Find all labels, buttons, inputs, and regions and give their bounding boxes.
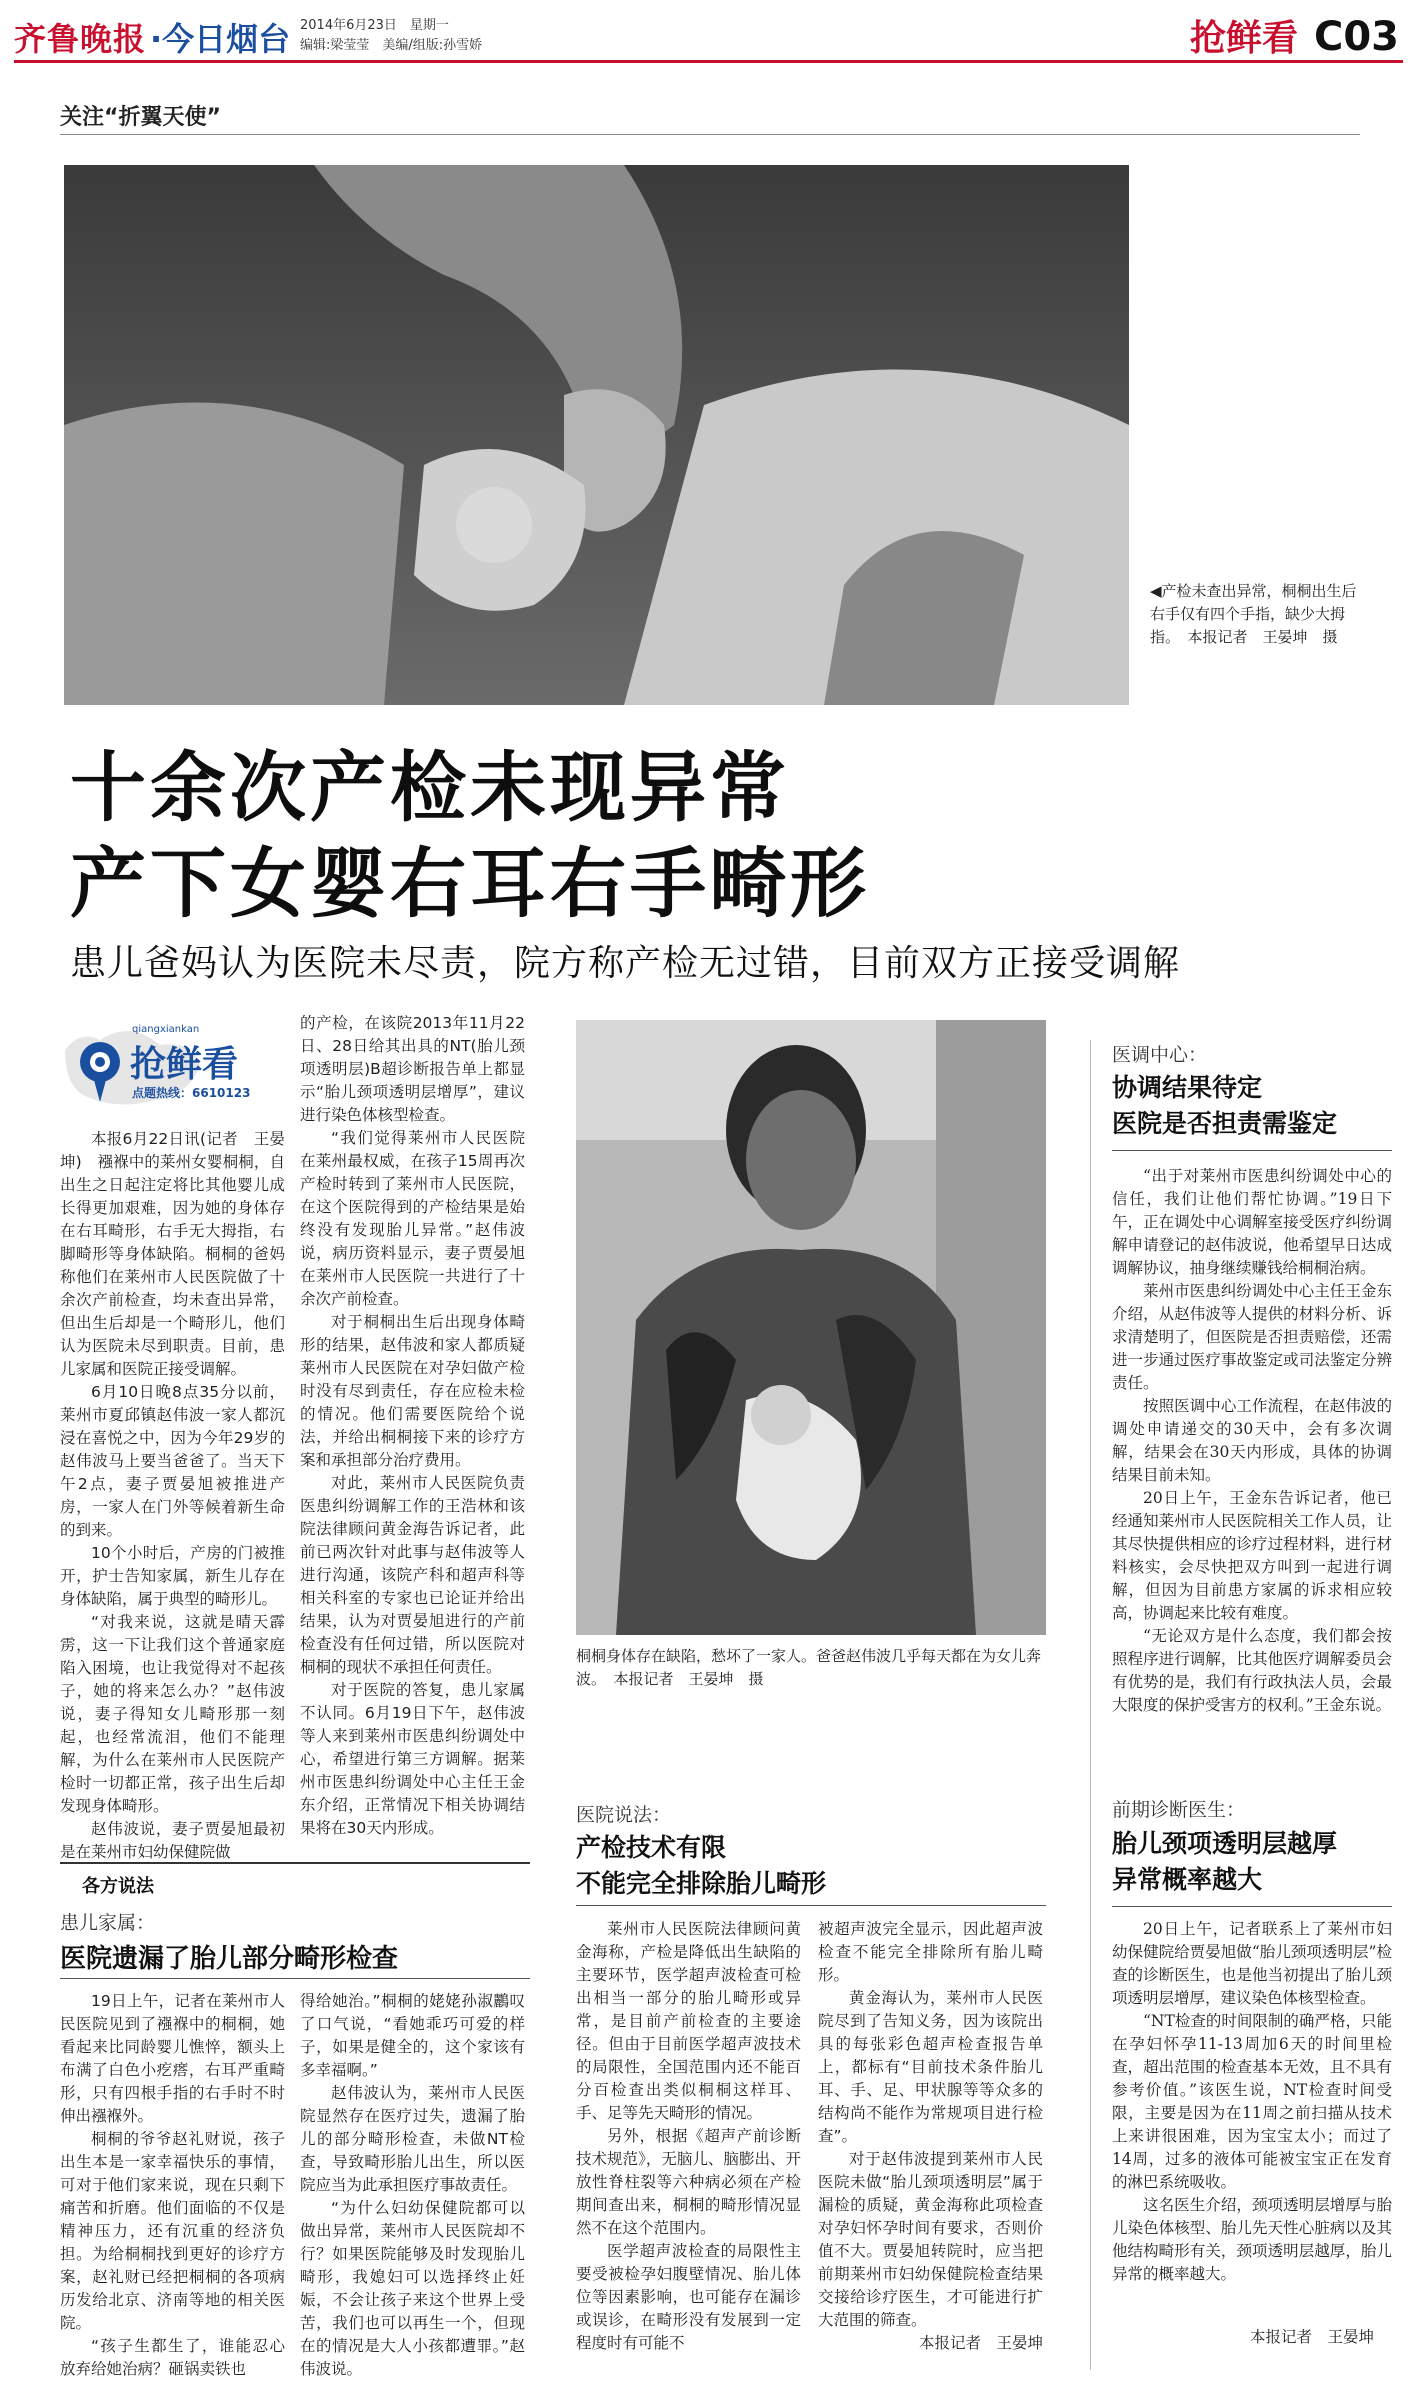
section-title: ·今日烟台 <box>150 20 291 58</box>
paragraph: “为什么妇幼保健院都可以做出异常，莱州市人民医院却不行？如果医院能够及时发现胎儿畸形，我媳妇可以选择终止妊娠，不会让孩子来这个世界上受苦，我们也可以再生一个，但现在的情况是大人小孩都遭罪。”赵伟波说。 <box>300 2199 525 2378</box>
section-bar <box>60 1862 530 1864</box>
sidebar-title-doctor <box>1112 1826 1392 1898</box>
hero-photo <box>64 165 1129 705</box>
paragraph: 对此，莱州市人民医院负责医患纠纷调解工作的王浩林和该院法律顾问黄金海告诉记者，此前已两次针对此事与赵伟波等人进行沟通，该院产科和超声科等相关科室的专家也已论证并给出结果，认为对贾晏旭进行的产前检查没有任何过错，所以医院对桐桐的现状不承担任何责任。 <box>300 1474 525 1676</box>
headline-line-1: 十余次产检未现异常 <box>70 743 790 832</box>
paragraph: 19日上午，记者在莱州市人民医院见到了襁褓中的桐桐，她看起来比同龄婴儿憔悴，额头上布满了白色小疙瘩，右耳严重畸形，只有四根手指的右手时不时伸出襁褓外。 <box>60 1992 285 2125</box>
sidebar-title-line: 胎儿颈项透明层越厚 <box>1112 1829 1338 1858</box>
section-label-views: 各方说法 <box>82 1876 154 1897</box>
hospital-column-a <box>576 1918 801 2355</box>
paragraph: 莱州市医患纠纷调处中心主任王金东介绍，从赵伟波等人提供的材料分析、诉求清楚明了，但医院是否担责赔偿，还需进一步通过医疗事故鉴定或司法鉴定分辨责任。 <box>1112 1282 1392 1392</box>
article-column-2 <box>300 1012 525 1840</box>
headline-line-2: 产下女婴右耳右手畸形 <box>70 839 870 928</box>
column-name: 抢鲜看 <box>1189 18 1298 59</box>
paragraph: “NT检查的时间限制的确严格，只能在孕妇怀孕11-13周加6天的时间里检查，超出范围的检查基本无效，且不具有参考价值。”该医生说，NT检查时间受限，主要是因为在11周之前扫描从技术上来讲很困难，因为宝宝太小；而过了14周，过多的液体可能被宝宝正在发育的淋巴系统吸收。 <box>1112 2012 1392 2191</box>
paragraph: “出于对莱州市医患纠纷调处中心的信任，我们让他们帮忙协调。”19日下午，正在调处中心调解室接受医疗纠纷调解申请登记的赵伟波说，他希望早日达成调解协议，抽身继续赚钱给桐桐治病。 <box>1112 1167 1392 1277</box>
father-photo-caption: 桐桐身体存在缺陷，愁坏了一家人。爸爸赵伟波几乎每天都在为女儿奔波。 本报记者 王晏坤 摄 <box>576 1647 1042 1688</box>
paragraph: 桐桐的爷爷赵礼财说，孩子出生本是一家幸福快乐的事情，可对于他们家来说，现在只剩下痛苦和折磨。他们面临的不仅是精神压力，还有沉重的经济负担。为给桐桐找到更好的诊疗方案，赵礼财已经把桐桐的各项病历发给北京、济南等地的相关医院。 <box>60 2130 285 2332</box>
paragraph: 医学超声波检查的局限性主要受被检孕妇腹壁情况、胎儿体位等因素影响，也可能存在漏诊或误诊，在畸形没有发展到一定程度时有可能不 <box>576 2242 801 2352</box>
sidebar-title-line: 医院是否担责需鉴定 <box>1112 1109 1338 1138</box>
byline: 本报记者 王晏坤 <box>1250 2328 1375 2346</box>
paragraph: 被超声波完全显示，因此超声波检查不能完全排除所有胎儿畸形。 <box>818 1920 1043 1984</box>
paragraph: 按照医调中心工作流程，在赵伟波的调处申请递交的30天中，会有多次调解，结果会在30天内形成，具体的协调结果目前未知。 <box>1112 1397 1392 1484</box>
article-column-1 <box>60 1128 285 1864</box>
paragraph: 对于医院的答复，患儿家属不认同。6月19日下午，赵伟波等人来到莱州市医患纠纷调处中心，希望进行第三方调解。据莱州市医患纠纷调处中心主任王金东介绍，正常情况下相关协调结果将在30天内形成。 <box>300 1681 525 1837</box>
paragraph: 赵伟波说，妻子贾晏旭最初是在莱州市妇幼保健院做 <box>60 1820 285 1861</box>
paragraph: 对于赵伟波提到莱州市人民医院未做“胎儿颈项透明层”属于漏检的质疑，黄金海称此项检查对孕妇怀孕时间有要求，否则价值不大。贾晏旭转院时，应当把前期莱州市妇幼保健院检查结果交接给诊疗医生，才可能进行扩大范围的筛查。 <box>818 2150 1043 2329</box>
header-meta <box>300 16 482 56</box>
masthead-logo: 齐鲁晚报 <box>14 20 147 58</box>
sidebar-rule <box>1112 1150 1392 1151</box>
logo-title: 抢鲜看 <box>130 1044 239 1085</box>
paragraph: 的产检，在该院2013年11月22日、28日给其出具的NT(胎儿颈项透明层)B超诊断报告单上都显示“胎儿颈项透明层增厚”，建议进行染色体核型检查。 <box>300 1014 525 1124</box>
paragraph: 另外，根据《超声产前诊断技术规范》，无脑儿、脑膨出、开放性脊柱裂等六种病必须在产检期间查出来，桐桐的畸形情况显然不在这个范围内。 <box>576 2127 801 2237</box>
column-logo <box>60 1010 290 1120</box>
sidebar-body-mediation <box>1112 1165 1392 1717</box>
hero-caption: ◀产检未查出异常，桐桐出生后右手仅有四个手指，缺少大拇指。 本报记者 王晏坤 摄 <box>1150 582 1357 646</box>
paragraph: 莱州市人民医院法律顾问黄金海称，产检是降低出生缺陷的主要环节，医学超声波检查可检出相当一部分的胎儿畸形或异常，是目前产前检查的主要途径。但由于目前医学超声波技术的局限性，全国范围内还不能百分百检查出类似桐桐这样耳、手、足等先天畸形的情况。 <box>576 1920 801 2122</box>
hospital-title-line: 产检技术有限 <box>576 1833 727 1862</box>
sidebar-label-mediation: 医调中心： <box>1112 1044 1208 1066</box>
hospital-title <box>576 1830 1046 1902</box>
hospital-label: 医院说法： <box>576 1804 672 1826</box>
page-label <box>1190 10 1399 61</box>
sidebar-title-line: 异常概率越大 <box>1112 1865 1263 1894</box>
paragraph: 20日上午，记者联系上了莱州市妇幼保健院给贾晏旭做“胎儿颈项透明层”检查的诊断医生，也是他当初提出了胎儿颈项透明层增厚，建议染色体核型检查。 <box>1112 1920 1392 2007</box>
father-photo-art <box>576 1020 1046 1635</box>
logo-pinyin: qiangxiankan <box>132 1024 200 1035</box>
paragraph: 对于桐桐出生后出现身体畸形的结果，赵伟波和家人都质疑莱州市人民医院在对孕妇做产检时没有尽到责任，存在应检未检的情况。他们需要医院给个说法，并给出桐桐接下来的诊疗方案和承担部分治疗费用。 <box>300 1313 525 1469</box>
paragraph: 20日上午，王金东告诉记者，他已经通知莱州市人民医院相关工作人员，让其尽快提供相应的诊疗过程材料，进行材料核实，会尽快把双方叫到一起进行调解，但因为目前患方家属的诉求相应较高，协调起来比较有难度。 <box>1112 1489 1392 1622</box>
paragraph: “我们觉得莱州市人民医院在莱州最权威，在孩子15周再次产检时转到了莱州市人民医院，在这个医院得到的产检结果是始终没有发现胎儿异常。”赵伟波说，病历资料显示，妻子贾晏旭在莱州市人民医院一共进行了十余次产前检查。 <box>300 1129 525 1308</box>
paragraph: “对我来说，这就是晴天霹雳，这一下让我们这个普通家庭陷入困境，也让我觉得对不起孩子，她的将来怎么办？”赵伟波说，妻子得知女儿畸形那一刻起，也经常流泪，他们不能理解，为什么在莱州市人民医院产检时一切都正常，孩子出生后却发现身体畸形。 <box>60 1613 285 1815</box>
family-rule <box>60 1978 530 1979</box>
byline: 本报记者 王晏坤 <box>918 2334 1043 2352</box>
sidebar-title-line: 协调结果待定 <box>1112 1073 1263 1102</box>
sidebar-label-doctor: 前期诊断医生： <box>1112 1799 1246 1821</box>
family-title: 医院遗漏了胎儿部分畸形检查 <box>60 1944 399 1974</box>
logo-hotline: 点题热线：6610123 <box>132 1086 251 1100</box>
editor-credits: 编辑:梁莹莹 美编/组版:孙雪娇 <box>300 38 483 53</box>
page-number: C03 <box>1313 14 1399 60</box>
kicker-rule <box>60 134 1360 135</box>
paragraph: 10个小时后，产房的门被推开，护士告知家属，新生儿存在身体缺陷，属于典型的畸形儿。 <box>60 1544 285 1608</box>
hospital-title-line: 不能完全排除胎儿畸形 <box>576 1869 827 1898</box>
sidebar-rule <box>1112 1906 1392 1907</box>
subheadline: 患儿爸妈认为医院未尽责，院方称产检无过错，目前双方正接受调解 <box>70 943 1181 984</box>
kicker: 关注“折翼天使” <box>60 105 221 130</box>
paragraph: 赵伟波认为，莱州市人民医院显然存在医疗过失，遗漏了胎儿的部分畸形检查，未做NT检查，导致畸形胎儿出生，所以医院应当为此承担医疗事故责任。 <box>300 2084 525 2194</box>
sidebar-body-doctor <box>1112 1918 1392 2286</box>
sidebar-title-mediation <box>1112 1070 1392 1142</box>
hero-photo-art <box>64 165 1129 705</box>
paragraph: “无论双方是什么态度，我们都会按照程序进行调解，比其他医疗调解委员会有优势的是，我们有行政执法人员，会最大限度的保护受害方的权利。”王金东说。 <box>1112 1627 1392 1714</box>
hospital-column-b <box>818 1918 1043 2355</box>
family-label: 患儿家属： <box>60 1912 156 1934</box>
family-column-b <box>300 1990 525 2381</box>
paragraph: “孩子生都生了，谁能忍心放弃给她治病？砸锅卖铁也 <box>60 2337 285 2378</box>
father-photo <box>576 1020 1046 1635</box>
family-column-a <box>60 1990 285 2381</box>
paragraph: 本报6月22日讯(记者 王晏坤) 襁褓中的莱州女婴桐桐，自出生之日起注定将比其他婴儿成长得更加艰难，因为她的身体存在右耳畸形，右手无大拇指，右脚畸形等身体缺陷。桐桐的爸妈称他们在莱州市人民医院做了十余次产前检查，均未查出异常，但出生后却是一个畸形儿，他们认为医院未尽到职责。目前，患儿家属和医院正接受调解。 <box>60 1130 285 1378</box>
paragraph: 黄金海认为，莱州市人民医院尽到了告知义务，因为该院出具的每张彩色超声检查报告单上，都标有“目前技术条件胎儿耳、手、足、甲状腺等等众多的结构尚不能作为常规项目进行检查”。 <box>818 1989 1043 2145</box>
headline <box>70 740 1370 932</box>
hospital-rule <box>576 1905 1046 1906</box>
issue-date: 2014年6月23日 星期一 <box>300 18 449 33</box>
paragraph: 6月10日晚8点35分以前，莱州市夏邱镇赵伟波一家人都沉浸在喜悦之中，因为今年29岁的赵伟波马上要当爸爸了。当天下午2点，妻子贾晏旭被推进产房，一家人在门外等候着新生命的到来。 <box>60 1383 285 1539</box>
header-rule <box>14 60 1403 63</box>
column-divider <box>1090 1040 1091 2370</box>
paragraph: 得给她治。”桐桐的姥姥孙淑鸝叹了口气说，“看她乖巧可爱的样子，如果是健全的，这个家该有多幸福啊。” <box>300 1992 525 2079</box>
paragraph: 这名医生介绍，颈项透明层增厚与胎儿染色体核型、胎儿先天性心脏病以及其他结构畸形有关，颈项透明层越厚，胎儿异常的概率越大。 <box>1112 2196 1392 2283</box>
